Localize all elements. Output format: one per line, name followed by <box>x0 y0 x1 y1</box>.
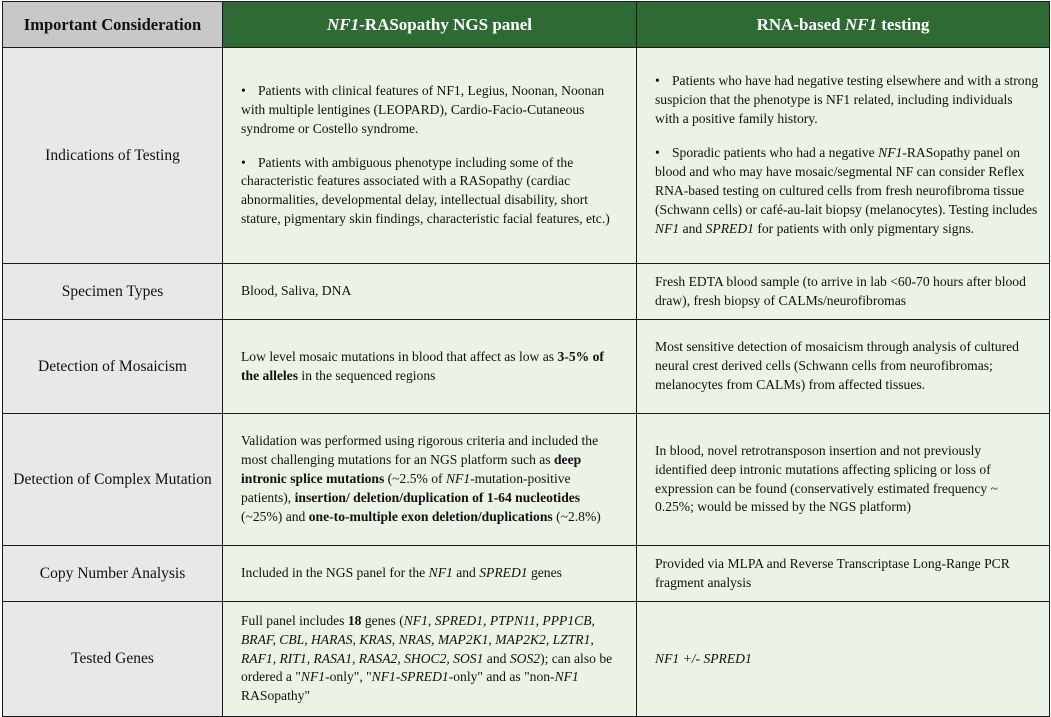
cell-copy-number-panel: Included in the NGS panel for the NF1 and SPRED1 genes <box>223 546 637 602</box>
list-item: • Patients with ambiguous phenotype including some of the characteristic features associated with a RASopathy (cardiac abnormalities, developmental delay, intellectual disability, short stature, pigmentary skin findings, characteristic facial features, etc.) <box>241 154 610 227</box>
header-row <box>3 2 1050 48</box>
bullet-icon: • <box>655 73 660 89</box>
row-specimen <box>3 264 1050 320</box>
label-genes: Tested Genes <box>3 602 223 717</box>
cell-mosaicism-rna: Most sensitive detection of mosaicism through analysis of cultured neural crest derived cells (Schwann cells from neurofibromas; melanocytes from CALMs) from affected tissues. <box>637 320 1050 414</box>
cell-copy-number-rna: Provided via MLPA and Reverse Transcriptase Long-Range PCR fragment analysis <box>637 546 1050 602</box>
label-copy-number: Copy Number Analysis <box>3 546 223 602</box>
header-rna-testing: RNA-based NF1 testing <box>637 2 1050 48</box>
header-consideration: Important Consideration <box>3 2 223 48</box>
cell-specimen-rna: Fresh EDTA blood sample (to arrive in lab <60-70 hours after blood draw), fresh biopsy of CALMs/neurofibromas <box>637 264 1050 320</box>
row-copy-number <box>3 546 1050 602</box>
cell-specimen-panel: Blood, Saliva, DNA <box>223 264 637 320</box>
bullet-icon: • <box>241 154 246 170</box>
cell-genes-rna: NF1 +/- SPRED1 <box>637 602 1050 717</box>
cell-indications-rna <box>637 48 1050 264</box>
row-genes <box>3 602 1050 717</box>
label-mosaicism: Detection of Mosaicism <box>3 320 223 414</box>
list-item: • Sporadic patients who had a negative NF1-RASopathy panel on blood and who may have mosaic/segmental NF can consider Reflex RNA-based testing on cultured cells from fresh neurofibroma tissue (Schwann cells) or café-au-lait biopsy (melanocytes). Testing includes NF1 and SPRED1 for patients with only pigmentary signs. <box>655 145 1038 236</box>
cell-complex-panel: Validation was performed using rigorous criteria and included the most challenging mutations for an NGS platform such as deep intronic splice mutations (~2.5% of NF1-mutation-positive patients), insertion/ deletion/duplication of 1-64 nucleotides (~25%) and one-to-multiple exon deletion/duplications (~2.8%) <box>223 414 637 546</box>
bullet-icon: • <box>241 82 246 98</box>
row-mosaicism <box>3 320 1050 414</box>
cell-genes-panel: Full panel includes 18 genes (NF1, SPRED1, PTPN11, PPP1CB, BRAF, CBL, HARAS, KRAS, NRAS, MAP2K1, MAP2K2, LZTR1, RAF1, RIT1, RASA1, RASA2, SHOC2, SOS1 and SOS2); can also be ordered a "NF1-only", "NF1-SPRED1-only" and as "non-NF1 RASopathy" <box>223 602 637 717</box>
header-ngs-panel: NF1-RASopathy NGS panel <box>223 2 637 48</box>
cell-mosaicism-panel: Low level mosaic mutations in blood that affect as low as 3-5% of the alleles in the sequenced regions <box>223 320 637 414</box>
label-indications: Indications of Testing <box>3 48 223 264</box>
label-complex: Detection of Complex Mutation <box>3 414 223 546</box>
comparison-table <box>2 1 1050 717</box>
row-complex <box>3 414 1050 546</box>
row-indications <box>3 48 1050 264</box>
list-item: • Patients with clinical features of NF1, Legius, Noonan, Noonan with multiple lentigines (LEOPARD), Cardio-Facio-Cutaneous syndrome or Costello syndrome. <box>241 82 605 136</box>
cell-indications-panel <box>223 48 637 264</box>
list-item: • Patients who have had negative testing elsewhere and with a strong suspicion that the phenotype is NF1 related, including individuals with a positive family history. <box>655 73 1039 127</box>
cell-complex-rna: In blood, novel retrotransposon insertion and not previously identified deep intronic mutations affecting splicing or loss of expression can be found (conservatively estimated frequency ~ 0.25%; would be missed by the NGS platform) <box>637 414 1050 546</box>
bullet-icon: • <box>655 145 660 161</box>
label-specimen: Specimen Types <box>3 264 223 320</box>
